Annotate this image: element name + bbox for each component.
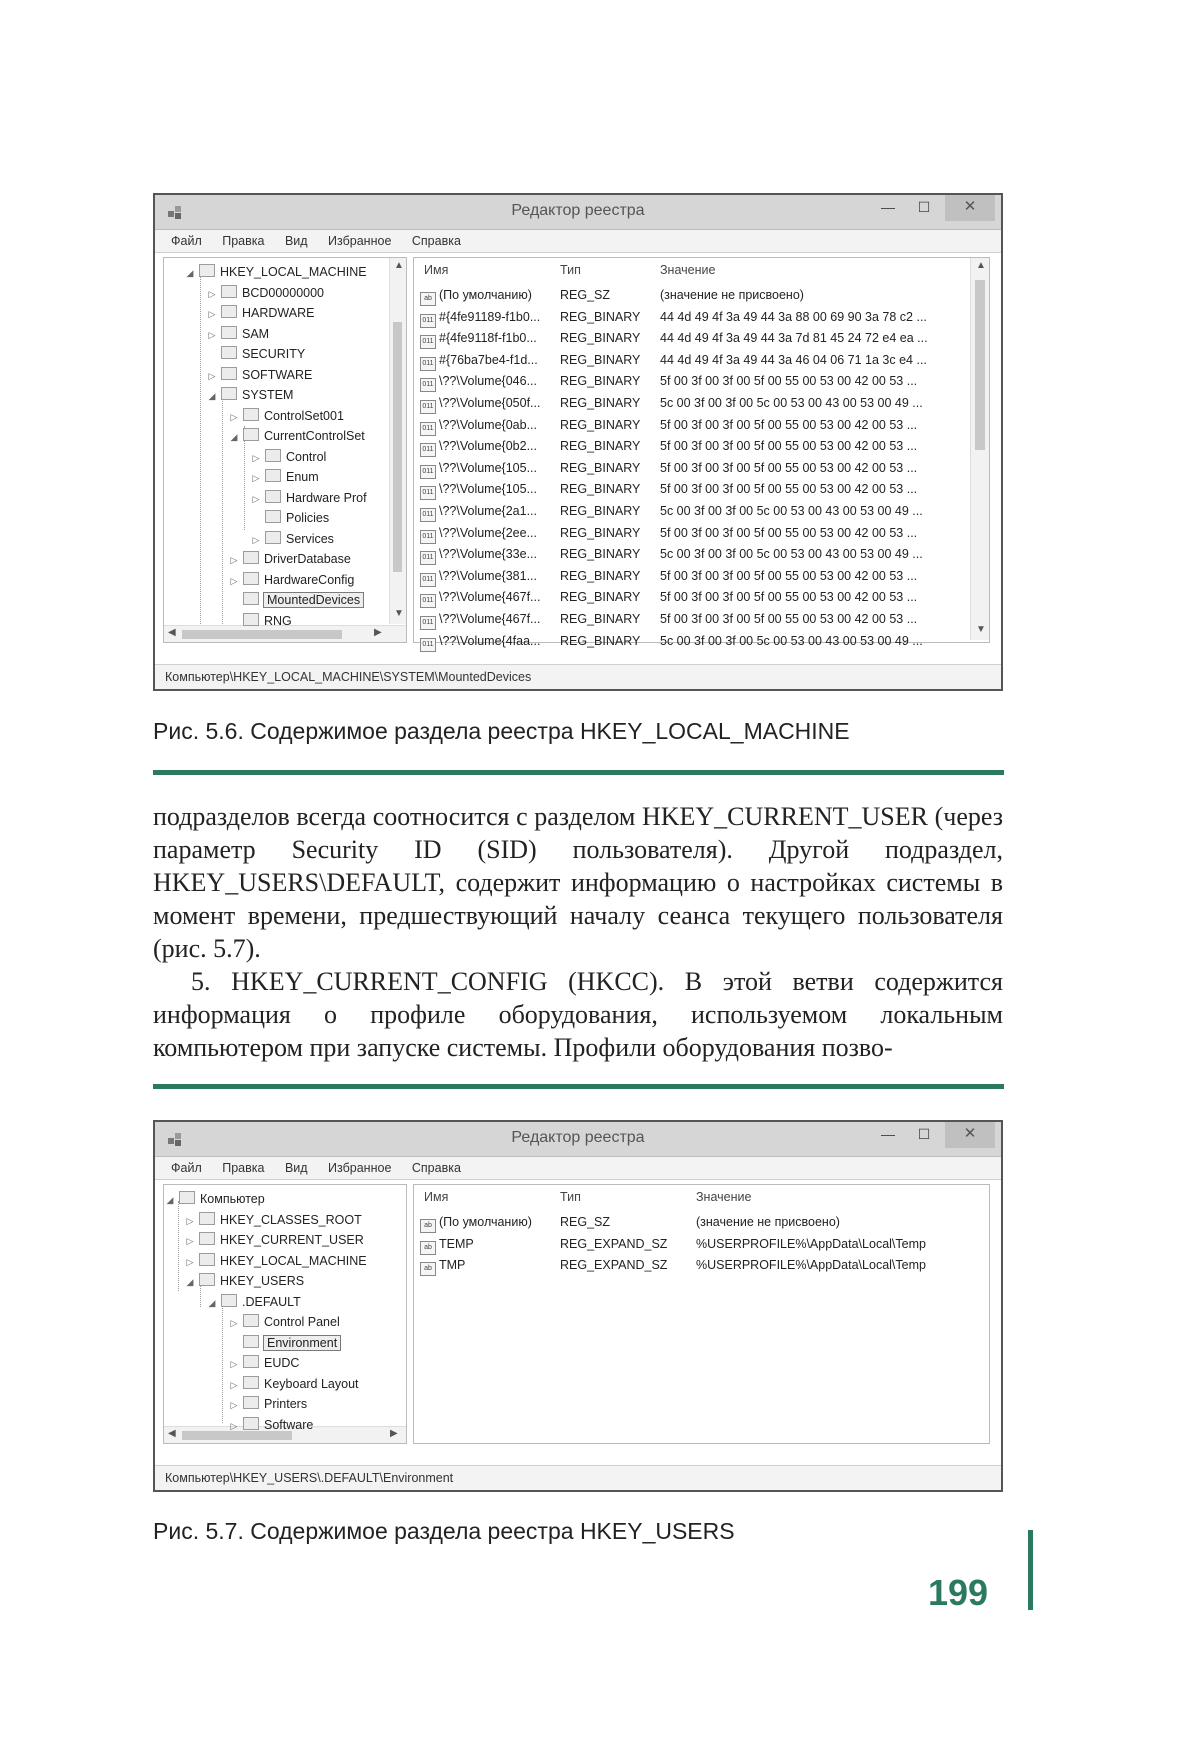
folder-icon: [243, 1314, 259, 1327]
binary-value-icon: 011: [420, 594, 436, 608]
tree-node[interactable]: [228, 590, 363, 610]
tree-node-label: SOFTWARE: [242, 367, 313, 382]
column-header-name[interactable]: Имя: [424, 263, 449, 277]
value-row[interactable]: [420, 1254, 552, 1276]
tree-node[interactable]: [206, 324, 269, 344]
value-type: REG_BINARY: [560, 482, 641, 497]
expand-toggle-icon[interactable]: ▷: [230, 1400, 238, 1410]
binary-value-icon: 011: [420, 616, 436, 630]
value-name: \??\Volume{4faa...: [439, 633, 541, 648]
list-scroll-thumb[interactable]: [975, 280, 985, 450]
expand-toggle-icon[interactable]: ▷: [230, 575, 238, 586]
binary-value-icon: 011: [420, 638, 436, 652]
binary-value-icon: 011: [420, 357, 436, 371]
value-name: \??\Volume{2ee...: [439, 525, 537, 540]
folder-icon: [265, 449, 281, 462]
tree-node-label: EUDC: [264, 1356, 300, 1370]
value-name: #{4fe9118f-f1b0...: [439, 331, 537, 346]
folder-icon: [221, 326, 237, 339]
menu-bar: [155, 1157, 1001, 1180]
value-data: 5f 00 3f 00 3f 00 5f 00 55 00 53 00 42 00 53 ...: [660, 417, 918, 432]
folder-icon: [243, 1417, 259, 1430]
tree-node[interactable]: [228, 1394, 307, 1414]
tree-node-label: BCD00000000: [242, 285, 325, 300]
tree-node[interactable]: [228, 406, 344, 426]
close-button[interactable]: ✕: [945, 195, 995, 221]
tree-node[interactable]: [228, 1374, 359, 1394]
menu-favorites[interactable]: Избранное: [328, 234, 392, 248]
tree-node[interactable]: [206, 385, 293, 405]
list-vertical-scrollbar[interactable]: [970, 258, 989, 640]
figure-caption-5-7: Рис. 5.7. Содержимое раздела реестра HKEY_USERS: [153, 1518, 735, 1544]
tree-node-label: Software: [264, 1417, 314, 1432]
scroll-right-arrow[interactable]: ▶: [390, 1428, 398, 1439]
value-row[interactable]: [420, 630, 552, 652]
tree-node-label: Enum: [286, 470, 319, 484]
tree-node-label: Control: [286, 449, 327, 464]
value-data: 5f 00 3f 00 3f 00 5f 00 55 00 53 00 42 00 53 ...: [660, 439, 918, 454]
value-type: REG_BINARY: [560, 352, 641, 367]
value-name: #{76ba7be4-f1d...: [439, 352, 538, 367]
expand-toggle-icon[interactable]: ▷: [186, 1215, 194, 1226]
minimize-button[interactable]: —: [881, 1126, 895, 1142]
tree-scroll-thumb[interactable]: [393, 322, 402, 572]
value-row[interactable]: [420, 608, 552, 630]
value-name: \??\Volume{467f...: [439, 612, 541, 626]
value-row[interactable]: [420, 478, 552, 500]
maximize-button[interactable]: ☐: [917, 1126, 931, 1142]
value-name: TEMP: [439, 1236, 474, 1251]
paragraph: подразделов всегда соотносится с разделом HKEY_CURRENT_USER (через параметр Security ID (SID) пользователя). Другой подраздел, HKEY_USERS\DEFAULT, содержит информацию о настройках системы в момент времени, предшествующий началу сеанса текущего пользователя (рис. 5.7).: [153, 802, 1003, 963]
scroll-down-arrow[interactable]: ▼: [976, 624, 986, 635]
value-type: REG_BINARY: [560, 460, 641, 475]
key-tree[interactable]: [163, 1184, 407, 1444]
window-title: Редактор реестра: [511, 202, 645, 219]
expand-toggle-icon[interactable]: ▷: [230, 1379, 238, 1390]
tree-node-label: RNG: [264, 613, 292, 628]
expand-toggle-icon[interactable]: ▷: [186, 1236, 194, 1246]
column-header-name[interactable]: Имя: [424, 1190, 449, 1204]
tree-node-label: HKEY_USERS: [220, 1274, 305, 1288]
value-row[interactable]: [420, 457, 552, 479]
value-type: REG_BINARY: [560, 309, 641, 324]
tree-node[interactable]: [250, 447, 326, 467]
expand-toggle-icon[interactable]: ◢: [166, 1195, 174, 1205]
menu-file[interactable]: Файл: [171, 234, 202, 248]
binary-value-icon: 011: [420, 508, 436, 522]
tree-node[interactable]: [228, 426, 365, 446]
string-value-icon: ab: [420, 1219, 436, 1233]
minimize-button[interactable]: —: [881, 199, 895, 215]
value-row[interactable]: [420, 349, 552, 371]
tree-node[interactable]: [184, 1251, 367, 1271]
tree-node[interactable]: [206, 303, 314, 323]
tree-node[interactable]: [250, 529, 334, 549]
tree-node-label: Keyboard Layout: [264, 1376, 359, 1391]
value-data: 5f 00 3f 00 3f 00 5f 00 55 00 53 00 42 00 53 ...: [660, 460, 918, 475]
key-tree[interactable]: [163, 257, 407, 643]
registry-editor-window-1: [153, 193, 1003, 691]
value-row[interactable]: [420, 414, 552, 436]
tree-node-label: ControlSet001: [264, 408, 344, 423]
tree-node[interactable]: [184, 1210, 362, 1230]
folder-icon: [265, 531, 281, 544]
column-header-type[interactable]: Тип: [560, 1190, 581, 1204]
value-type: REG_BINARY: [560, 374, 641, 389]
expand-toggle-icon[interactable]: ▷: [252, 452, 260, 463]
value-row[interactable]: [420, 370, 552, 392]
divider-rule: [153, 770, 1004, 775]
tree-node-label: .DEFAULT: [242, 1294, 301, 1309]
tree-node-label: HKEY_CLASSES_ROOT: [220, 1212, 362, 1227]
tree-node[interactable]: [228, 611, 292, 631]
folder-icon: [243, 572, 259, 585]
value-type: REG_EXPAND_SZ: [560, 1258, 668, 1273]
binary-value-icon: 011: [420, 422, 436, 436]
binary-value-icon: 011: [420, 551, 436, 565]
value-data: (значение не присвоено): [660, 288, 804, 302]
tree-node-label: Control Panel: [264, 1315, 340, 1329]
tree-node-label: HardwareConfig: [264, 572, 355, 587]
value-data: 5f 00 3f 00 3f 00 5f 00 55 00 53 00 42 00 53 ...: [660, 482, 918, 497]
value-data: 44 4d 49 4f 3a 49 44 3a 7d 81 45 24 72 e4 ea ...: [660, 331, 928, 346]
page-number: 199: [928, 1572, 989, 1613]
expand-toggle-icon[interactable]: ▷: [230, 1420, 238, 1431]
value-name: \??\Volume{105...: [439, 482, 537, 497]
tree-guide: [222, 1305, 223, 1423]
expand-toggle-icon[interactable]: ◢: [186, 268, 194, 278]
expand-toggle-icon[interactable]: ◢: [230, 432, 238, 442]
value-data: 5f 00 3f 00 3f 00 5f 00 55 00 53 00 42 00 53 ...: [660, 590, 918, 605]
tree-node[interactable]: [228, 1333, 340, 1353]
figure-caption-5-6: Рис. 5.6. Содержимое раздела реестра HKEY_LOCAL_MACHINE: [153, 718, 850, 744]
tree-node[interactable]: [228, 1312, 340, 1332]
status-bar: Компьютер\HKEY_USERS\.DEFAULT\Environment: [155, 1465, 1001, 1490]
expand-toggle-icon[interactable]: ▷: [208, 309, 216, 319]
binary-value-icon: 011: [420, 400, 436, 414]
value-row[interactable]: [420, 1211, 552, 1233]
tree-node-label: Policies: [286, 511, 330, 525]
value-name: \??\Volume{105...: [439, 460, 537, 475]
tree-node-label: MountedDevices: [264, 593, 363, 607]
folder-icon: [243, 551, 259, 564]
value-data: 5c 00 3f 00 3f 00 5c 00 53 00 43 00 53 00 49 ...: [660, 504, 923, 518]
value-row[interactable]: [420, 565, 552, 587]
value-row[interactable]: [420, 586, 552, 608]
value-name: \??\Volume{050f...: [439, 396, 541, 410]
value-type: REG_BINARY: [560, 417, 641, 432]
tree-node-label: CurrentControlSet: [264, 429, 365, 443]
binary-value-icon: 011: [420, 443, 436, 457]
value-row[interactable]: [420, 543, 552, 565]
string-value-icon: ab: [420, 1241, 436, 1255]
folder-icon: [243, 1396, 259, 1409]
folder-icon: [243, 428, 259, 441]
tree-node[interactable]: [184, 1230, 364, 1250]
value-name: \??\Volume{381...: [439, 568, 537, 583]
value-row[interactable]: [420, 500, 552, 522]
body-text: [153, 800, 1003, 1064]
expand-toggle-icon[interactable]: ▷: [230, 411, 238, 422]
folder-icon: [199, 1212, 215, 1225]
title-bar: [155, 195, 1001, 230]
expand-toggle-icon[interactable]: ▷: [208, 288, 216, 299]
tree-node-label: Services: [286, 531, 334, 546]
folder-icon: [221, 305, 237, 318]
value-row[interactable]: [420, 306, 552, 328]
scroll-down-arrow[interactable]: ▼: [394, 608, 404, 619]
expand-toggle-icon[interactable]: ▷: [186, 1256, 194, 1267]
editor-body: [155, 253, 1001, 667]
value-row[interactable]: [420, 392, 552, 414]
scroll-left-arrow[interactable]: ◀: [168, 1428, 176, 1439]
scroll-right-arrow[interactable]: ▶: [374, 627, 382, 638]
value-type: REG_BINARY: [560, 568, 641, 583]
tree-node[interactable]: [184, 1271, 304, 1291]
value-name: \??\Volume{33e...: [439, 547, 537, 562]
string-value-icon: ab: [420, 1262, 436, 1276]
value-type: REG_BINARY: [560, 504, 641, 518]
column-header-type[interactable]: Тип: [560, 263, 581, 277]
tree-node-label: DriverDatabase: [264, 552, 351, 566]
expand-toggle-icon[interactable]: ▷: [252, 473, 260, 483]
folder-icon: [221, 346, 237, 359]
value-type: REG_BINARY: [560, 396, 641, 410]
maximize-button[interactable]: ☐: [917, 199, 931, 215]
value-row[interactable]: [420, 1233, 552, 1255]
tree-guide: [178, 1201, 179, 1291]
value-type: REG_BINARY: [560, 439, 641, 454]
close-button[interactable]: ✕: [945, 1122, 995, 1148]
value-row[interactable]: [420, 327, 552, 349]
value-data: %USERPROFILE%\AppData\Local\Temp: [696, 1258, 926, 1273]
tree-node-label: SECURITY: [242, 347, 306, 361]
value-name: \??\Volume{467f...: [439, 590, 541, 605]
value-type: REG_BINARY: [560, 331, 641, 346]
values-list[interactable]: [413, 257, 990, 648]
folder-icon: [179, 1191, 195, 1204]
tree-node-label: Environment: [264, 1336, 340, 1350]
status-bar: Компьютер\HKEY_LOCAL_MACHINE\SYSTEM\MountedDevices: [155, 664, 1001, 689]
value-data: 44 4d 49 4f 3a 49 44 3a 46 04 06 71 1a 3c e4 ...: [660, 352, 927, 367]
value-name: \??\Volume{046...: [439, 374, 537, 389]
folder-icon: [199, 1273, 215, 1286]
value-name: (По умолчанию): [439, 288, 532, 302]
menu-help[interactable]: Справка: [411, 1161, 461, 1175]
value-name: TMP: [439, 1258, 466, 1273]
menu-view[interactable]: Вид: [284, 1161, 308, 1175]
value-data: 5f 00 3f 00 3f 00 5f 00 55 00 53 00 42 00 53 ...: [660, 374, 918, 389]
tree-node-label: SAM: [242, 326, 270, 341]
tree-node-label: HKEY_CURRENT_USER: [220, 1233, 364, 1247]
window-title: Редактор реестра: [511, 1129, 645, 1146]
binary-value-icon: 011: [420, 378, 436, 392]
tree-node[interactable]: [184, 262, 367, 282]
value-data: 5c 00 3f 00 3f 00 5c 00 53 00 43 00 53 00 49 ...: [660, 547, 923, 562]
value-type: REG_EXPAND_SZ: [560, 1236, 668, 1251]
value-data: %USERPROFILE%\AppData\Local\Temp: [696, 1236, 926, 1251]
binary-value-icon: 011: [420, 486, 436, 500]
scroll-left-arrow[interactable]: ◀: [168, 627, 176, 638]
expand-toggle-icon[interactable]: ◢: [208, 391, 216, 401]
folder-icon: [243, 592, 259, 605]
folder-icon: [199, 1253, 215, 1266]
menu-favorites[interactable]: Избранное: [328, 1161, 392, 1175]
value-data: 5f 00 3f 00 3f 00 5f 00 55 00 53 00 42 00 53 ...: [660, 525, 918, 540]
menu-bar: [155, 230, 1001, 253]
value-row[interactable]: [420, 435, 552, 457]
folder-icon: [199, 1232, 215, 1245]
tree-node[interactable]: [206, 1292, 301, 1312]
folder-icon: [243, 613, 259, 626]
editor-body: [155, 1180, 1001, 1468]
expand-toggle-icon[interactable]: ▷: [230, 555, 238, 565]
tree-node[interactable]: [206, 365, 312, 385]
tree-node-label: Hardware Prof: [286, 490, 367, 505]
value-name: \??\Volume{0ab...: [439, 417, 537, 432]
value-type: REG_BINARY: [560, 612, 641, 626]
value-row[interactable]: [420, 522, 552, 544]
tree-node[interactable]: [250, 467, 319, 487]
column-header-value[interactable]: Значение: [660, 263, 716, 277]
expand-toggle-icon[interactable]: ▷: [208, 370, 216, 381]
binary-value-icon: 011: [420, 314, 436, 328]
folder-icon: [221, 387, 237, 400]
tree-node-label: SYSTEM: [242, 388, 294, 402]
tree-node[interactable]: [206, 283, 324, 303]
value-row[interactable]: [420, 284, 552, 306]
folder-icon: [243, 1335, 259, 1348]
menu-help[interactable]: Справка: [411, 234, 461, 248]
folder-icon: [265, 510, 281, 523]
column-header-value[interactable]: Значение: [696, 1190, 752, 1204]
tree-node[interactable]: [250, 508, 329, 528]
value-data: 5f 00 3f 00 3f 00 5f 00 55 00 53 00 42 00 53 ...: [660, 612, 918, 626]
expand-toggle-icon[interactable]: ◢: [186, 1277, 194, 1287]
menu-file[interactable]: Файл: [171, 1161, 202, 1175]
value-name: #{4fe91189-f1b0...: [439, 309, 541, 324]
value-data: 5c 00 3f 00 3f 00 5c 00 53 00 43 00 53 00 49 ...: [660, 396, 923, 410]
value-data: 5f 00 3f 00 3f 00 5f 00 55 00 53 00 42 00 53 ...: [660, 568, 918, 583]
value-type: REG_BINARY: [560, 633, 641, 648]
menu-view[interactable]: Вид: [284, 234, 308, 248]
divider-rule: [153, 1084, 1004, 1089]
scroll-up-arrow[interactable]: ▲: [976, 260, 986, 271]
tree-node-label: HARDWARE: [242, 306, 315, 320]
tree-node[interactable]: [250, 488, 367, 508]
binary-value-icon: 011: [420, 573, 436, 587]
tree-node[interactable]: [228, 549, 351, 569]
binary-value-icon: 011: [420, 335, 436, 349]
tree-node[interactable]: [206, 344, 305, 364]
value-name: \??\Volume{0b2...: [439, 439, 537, 454]
binary-value-icon: 011: [420, 530, 436, 544]
folder-icon: [221, 1294, 237, 1307]
value-name: \??\Volume{2a1...: [439, 504, 537, 518]
binary-value-icon: 011: [420, 465, 436, 479]
title-bar: [155, 1122, 1001, 1157]
menu-edit[interactable]: Правка: [222, 234, 265, 248]
value-type: REG_BINARY: [560, 547, 641, 562]
folder-icon: [243, 1355, 259, 1368]
folder-icon: [243, 1376, 259, 1389]
tree-node-label: HKEY_LOCAL_MACHINE: [220, 265, 367, 279]
tree-guide: [200, 274, 201, 634]
value-type: REG_BINARY: [560, 590, 641, 605]
expand-toggle-icon[interactable]: ▷: [252, 534, 260, 545]
string-value-icon: ab: [420, 292, 436, 306]
scroll-up-arrow[interactable]: ▲: [394, 260, 404, 271]
expand-toggle-icon[interactable]: ▷: [208, 329, 216, 340]
tree-node[interactable]: [228, 1415, 313, 1435]
expand-toggle-icon[interactable]: ▷: [252, 493, 260, 504]
value-data: (значение не присвоено): [696, 1215, 840, 1229]
tree-vertical-scrollbar[interactable]: [389, 258, 406, 624]
registry-editor-window-2: [153, 1120, 1003, 1492]
expand-toggle-icon[interactable]: ◢: [208, 1297, 216, 1308]
tree-guide: [222, 388, 223, 628]
folder-icon: [265, 490, 281, 503]
value-type: REG_BINARY: [560, 525, 641, 540]
tree-node[interactable]: [228, 1353, 299, 1373]
menu-edit[interactable]: Правка: [222, 1161, 265, 1175]
tree-node-label: Компьютер: [200, 1192, 265, 1206]
value-type: REG_SZ: [560, 288, 611, 302]
values-list[interactable]: [413, 1184, 990, 1444]
tree-node-label: Printers: [264, 1397, 308, 1411]
folder-icon: [199, 264, 215, 277]
expand-toggle-icon[interactable]: ▷: [230, 1318, 238, 1328]
folder-icon: [221, 367, 237, 380]
value-type: REG_SZ: [560, 1215, 611, 1229]
value-data: 44 4d 49 4f 3a 49 44 3a 88 00 69 90 3a 78 c2 ...: [660, 309, 927, 324]
tree-node[interactable]: [164, 1189, 265, 1209]
tree-hscroll-thumb[interactable]: [182, 630, 342, 639]
paragraph: 5. HKEY_CURRENT_CONFIG (HKCC). В этой ветви содержится информация о профиле оборудования, используемом локальным компьютером при запуске системы. Профили оборудования позво-: [153, 967, 1003, 1062]
folder-icon: [243, 408, 259, 421]
value-data: 5c 00 3f 00 3f 00 5c 00 53 00 43 00 53 00 49 ...: [660, 633, 923, 648]
value-name: (По умолчанию): [439, 1215, 532, 1229]
folder-icon: [221, 285, 237, 298]
folder-icon: [265, 469, 281, 482]
page-number-bar: [1028, 1530, 1033, 1610]
tree-node[interactable]: [228, 570, 354, 590]
tree-node-label: HKEY_LOCAL_MACHINE: [220, 1253, 367, 1268]
expand-toggle-icon[interactable]: ▷: [230, 1359, 238, 1369]
